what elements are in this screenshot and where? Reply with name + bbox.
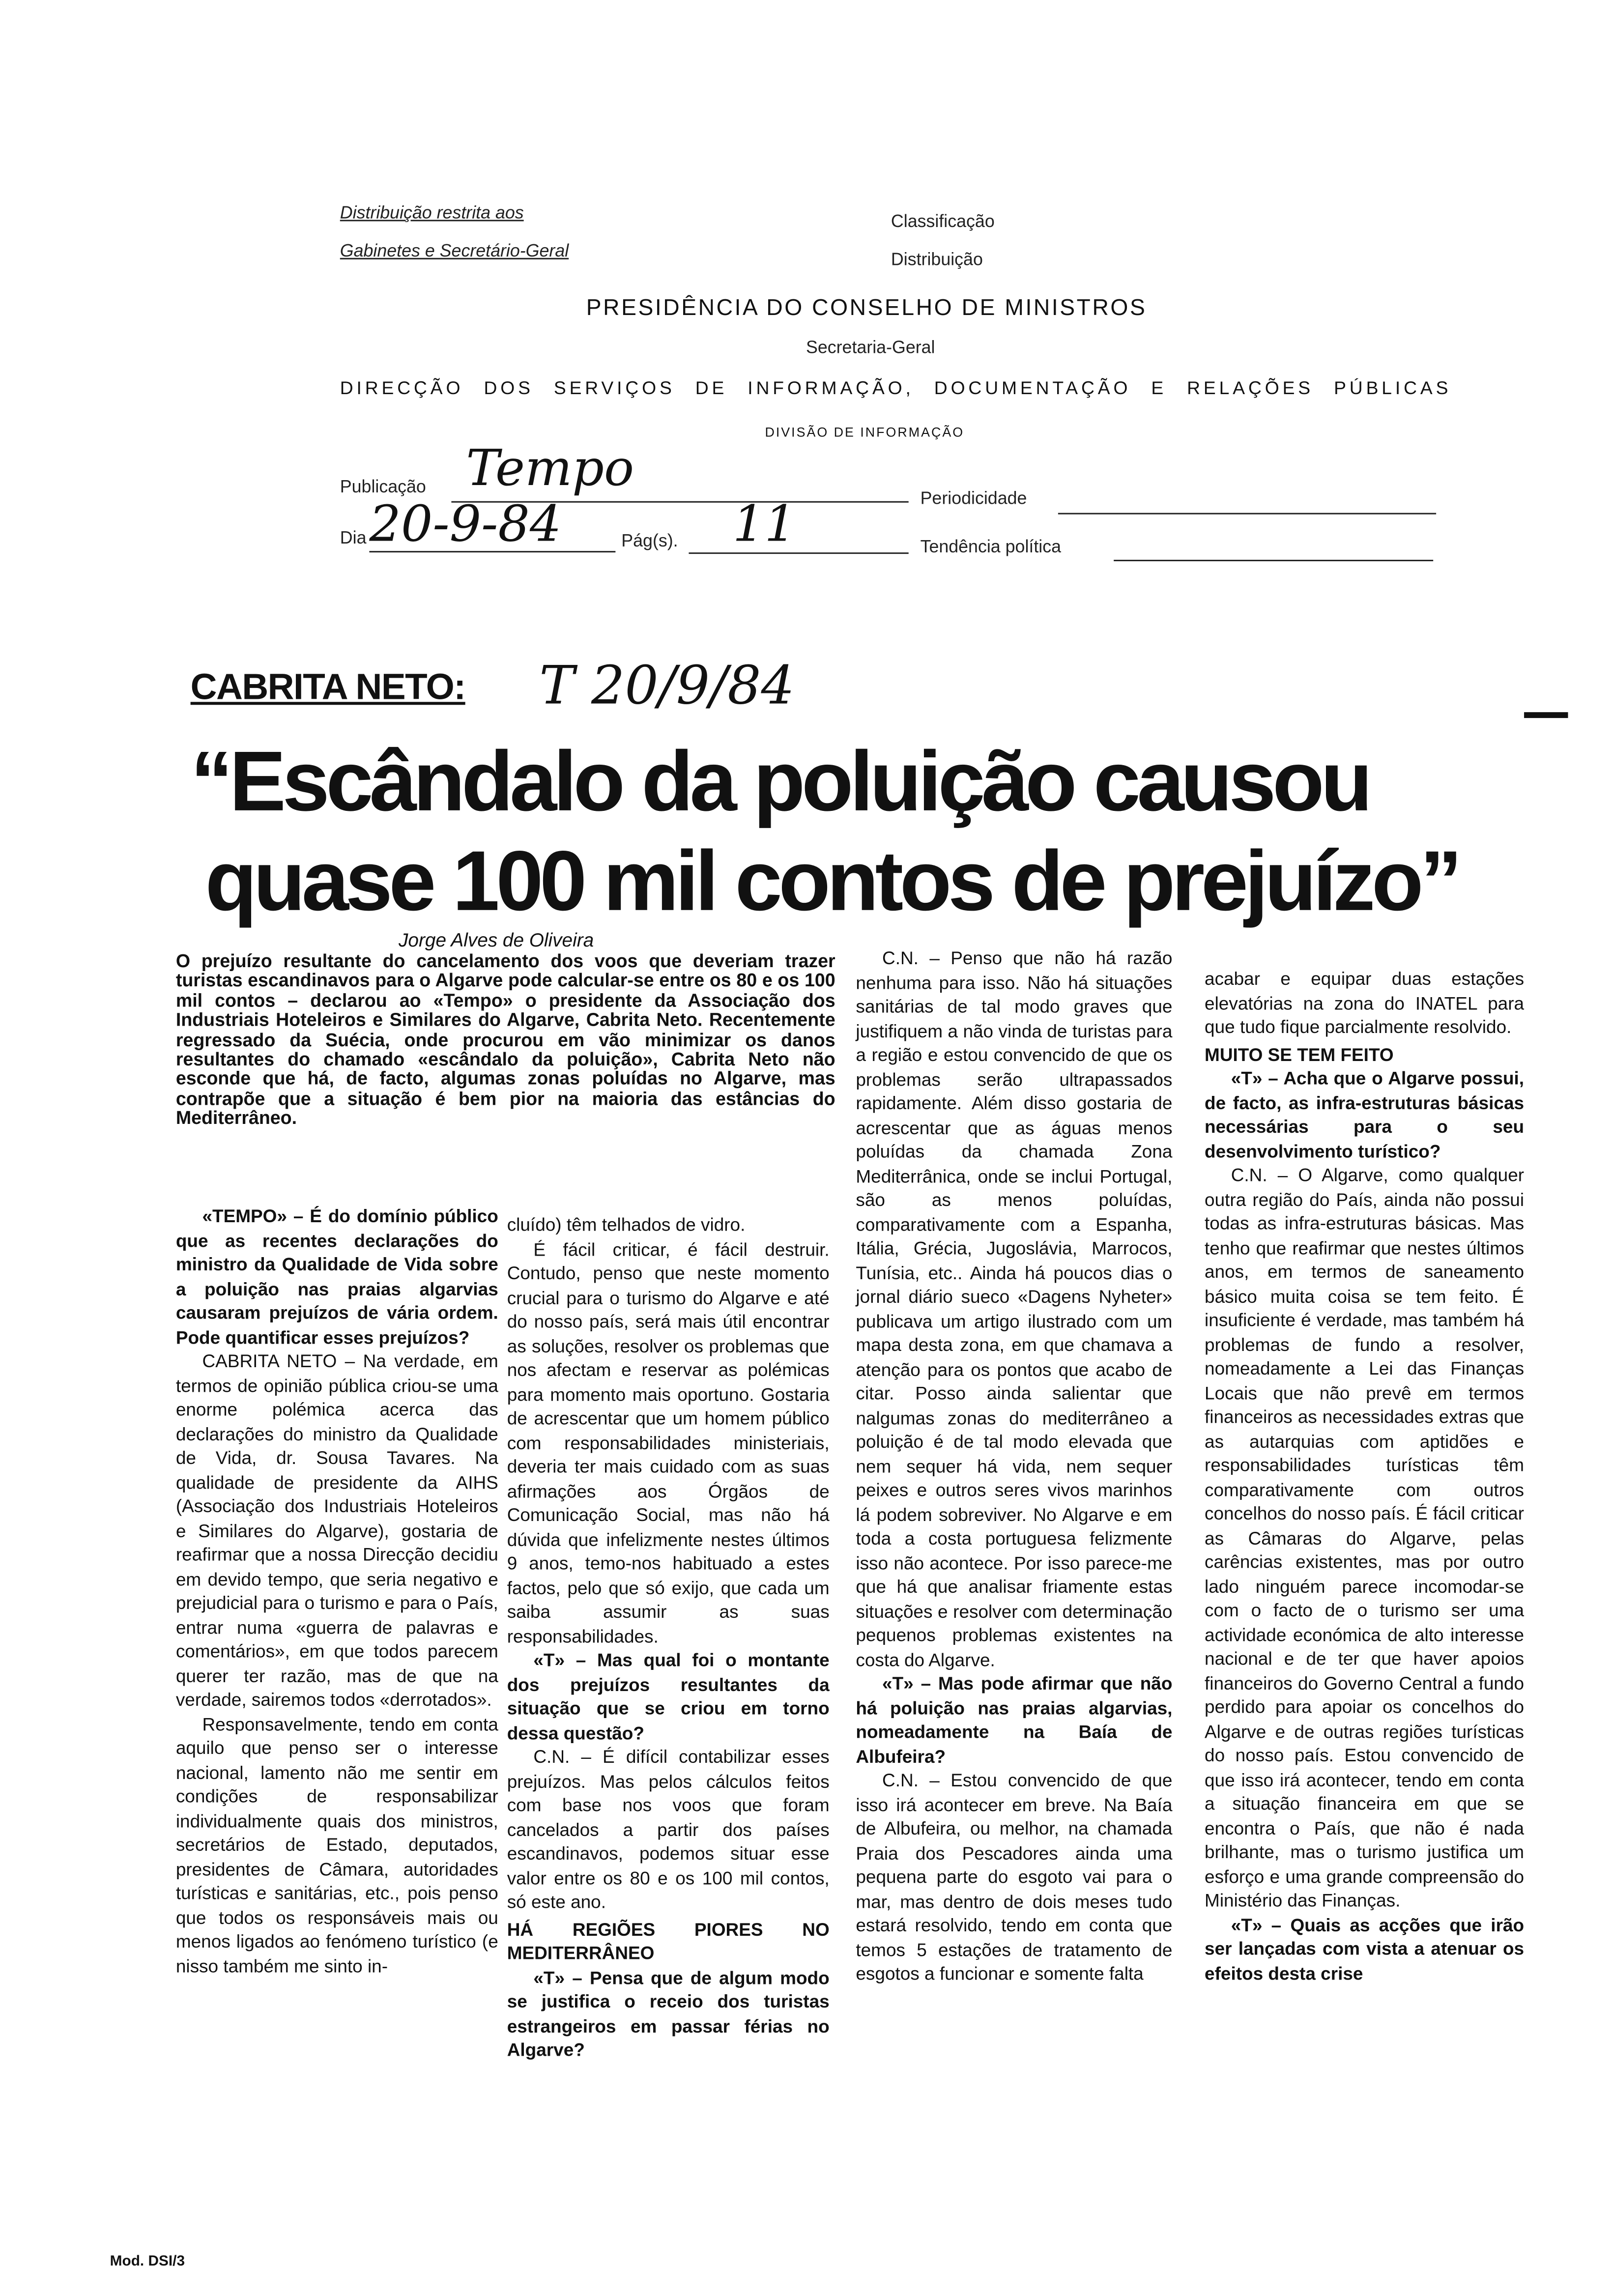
headline-line-2: quase 100 mil contos de prejuízo” [205, 833, 1459, 929]
classification-label: Classificação [891, 211, 995, 232]
headline-line-1: “Escândalo da poluição causou [190, 734, 1369, 830]
secretariat: Secretaria-Geral [806, 337, 935, 358]
publication-label: Publicação [340, 476, 426, 497]
question: «T» – Pensa que de algum modo se justifica o receio dos turistas estrangeiros em passar férias no Algarve? [507, 1967, 830, 2061]
answer: C.N. – Estou convencido de que isso irá acontecer em breve. Na Baía de Albufeira, ou melhor, na chamada Praia dos Pescadores ainda uma pequena parte do esgoto vai para o mar, mas dentro de dois meses tudo estará resolvido, tendo em conta que temos 5 estações de tratamento de esgotos a funcionar e somente falta [856, 1770, 1173, 1984]
question: «T» – Quais as acções que irão ser lançadas com vista a atenuar os efeitos desta crise [1205, 1914, 1525, 1983]
division: DIVISÃO DE INFORMAÇÃO [765, 425, 965, 440]
pages-label: Pág(s). [621, 530, 678, 551]
day-value: 20-9-84 [369, 495, 562, 554]
form-footer: Mod. DSI/3 [110, 2254, 185, 2270]
answer: acabar e equipar duas estações elevatórias na zona do INATEL para que tudo fique parcialmente resolvido. [1205, 968, 1525, 1038]
handwritten-note: T 20/9/84 [539, 656, 795, 717]
day-label: Dia [340, 527, 367, 548]
column-3 [856, 947, 1172, 1986]
lead-paragraph: O prejuízo resultante do cancelamento dos voos que deveriam trazer turistas escandinavos para o Algarve pode calcular-se entre os 80 e os 100 mil contos – declarou ao «Tempo» o presidente da Associação dos Industriais Hoteleiros e Similares do Algarve, Cabrita Neto. Recentemente regressado da Suécia, onde procurou em vão minimizar os danos resultantes do chamado «escândalo da poluição», Cabrita Neto não esconde que há, de facto, algumas zonas poluídas no Algarve, mas contrapõe que a situação é bem pior na maioria das estâncias do Mediterrâneo. [175, 951, 835, 1129]
office-title: PRESIDÊNCIA DO CONSELHO DE MINISTROS [586, 296, 1147, 321]
distribution-note-1: Distribuição restrita aos [340, 202, 524, 223]
answer: CABRITA NETO – Na verdade, em termos de opinião pública criou-se uma enorme polémica acerca das declarações do ministro da Qualidade de Vida, dr. Sousa Tavares. Na qualidade de presidente da AIHS (Associação dos Industriais Hoteleiros e Similares do Algarve), gostaria de reafirmar que a nossa Direcção decidiu em devido tempo, que seria negativo e prejudicial para o turismo e para o País, entrar numa «guerra de palavras e comentários», em que todos parecem querer ter razão, mas de que na verdade, sairemos todos «derrotados». [175, 1351, 498, 1710]
byline: Jorge Alves de Oliveira [399, 929, 594, 951]
question: «T» – Mas pode afirmar que não há poluição nas praias algarvias, nomeadamente na Baía de Albufeira? [856, 1673, 1173, 1767]
political-label: Tendência política [920, 536, 1062, 557]
subheading: MUITO SE TEM FEITO [1205, 1044, 1394, 1065]
column-2 [507, 1213, 830, 2063]
column-4 [1205, 967, 1524, 1985]
pages-value: 11 [732, 495, 796, 554]
answer: C.N. – O Algarve, como qualquer outra região do País, ainda não possui todas as infra-estruturas básicas. Mas tenho que reafirmar que nestes últimos anos, em termos de saneamento básico muita coisa se tem feito. É insuficiente é verdade, mas também há problemas de fundo a resolver, nomeadamente a Lei das Finanças Locais que não prevê em termos financeiros as necessidades extras que as autarquias com aptidões e responsabilidades turísticas têm comparativamente com outros concelhos do nosso país. É fácil criticar as Câmaras do Algarve, pelas carências existentes, mas por outro lado ninguém parece incomodar-se com o facto de o turismo ser uma actividade económica de alto interesse nacional e de ter que haver apoios financeiros do Governo Central a fundo perdido para apoiar os concelhos do Algarve e de outras regiões turísticas do nosso país. Estou convencido de que isso irá acontecer, tendo em conta a situação financeira em que se encontra o País, que não é nada brilhante, mas o turismo justifica um esforço e uma grande compreensão do Ministério das Finanças. [1205, 1165, 1525, 1911]
answer: C.N. – É difícil contabilizar esses prejuízos. Mas pelos cálculos feitos com base nos voos que foram cancelados a partir dos países escandinavos, podemos situar esse valor entre os 80 e os 100 mil contos, só este ano. [507, 1747, 830, 1913]
answer: É fácil criticar, é fácil destruir. Contudo, penso que neste momento crucial para o turismo do Algarve e até do nosso país, será mais útil encontrar as soluções, resolver os problemas que nos afectam e reservar as polémicas para momento mais oportuno. Gostaria de acrescentar que um homem público com responsabilidades ministeriais, deveria ter mais cuidado com as suas afirmações aos Órgãos de Comunicação Social, mas não há dúvida que infelizmente nestes últimos 9 anos, temo-nos habituado a estes factos, pelo que só exijo, que cada um saiba assumir as suas responsabilidades. [507, 1239, 830, 1647]
question: «T» – Acha que o Algarve possui, de facto, as infra-estruturas básicas necessárias para o seu desenvolvimento turístico? [1205, 1068, 1525, 1162]
answer: cluído) têm telhados de vidro. [507, 1214, 746, 1235]
answer: C.N. – Penso que não há razão nenhuma para isso. Não há situações sanitárias de tal modo graves que justifiquem a não vinda de turistas para a região e estou convencido de que os problemas serão ultrapassados rapidamente. Além disso gostaria de acrescentar que as águas menos poluídas da chamada Zona Mediterrânica, onde se inclui Portugal, são as menos poluídas, comparativamente com a Espanha, Itália, Grécia, Jugoslávia, Marrocos, Tunísia, etc.. Ainda há poucos dias o jornal diário sueco «Dagens Nyheter» publicava um artigo ilustrado com um mapa desta zona, em que chamava a atenção para os pontos que acabo de citar. Posso ainda salientar que nalgumas zonas do mediterrâneo a poluição é de tal modo elevada que nem sequer há vida, nem sequer peixes e outros seres vivos marinhos lá podem sobreviver. No Algarve e em toda a costa portuguesa felizmente isso não acontece. Por isso parece-me que há que analisar friamente estas situações e resolver com determinação pequenos problemas existentes na costa do Algarve. [856, 948, 1173, 1670]
answer: Responsavelmente, tendo em conta aquilo que penso ser o interesse nacional, lamento não me sentir em condições de responsabilizar individualmente quais dos ministros, secretários de Estado, deputados, presidentes de Câmara, autoridades turísticas e sanitárias, etc., pois penso que todos os responsáveis mais ou menos ligados ao fenómeno turístico (e nisso também me sinto in- [175, 1714, 498, 1976]
question: «TEMPO» – É do domínio público que as recentes declarações do ministro da Qualidade de Vida sobre a poluição nas praias algarvias causaram prejuízos de vária ordem. Pode quantificar esses prejuízos? [175, 1206, 498, 1348]
directorate: DIRECÇÃO DOS SERVIÇOS DE INFORMAÇÃO, DOCUMENTAÇÃO E RELAÇÕES PÚBLICAS [340, 378, 1452, 399]
subheading: HÁ REGIÕES PIORES NO MEDITERRÂNEO [507, 1919, 830, 1964]
publication-value: Tempo [466, 439, 634, 498]
periodicity-label: Periodicidade [920, 488, 1027, 509]
question: «T» – Mas qual foi o montante dos prejuízos resultantes da situação que se criou em torno dessa questão? [507, 1650, 830, 1743]
scan-mark [1524, 712, 1568, 718]
distribution-note-2: Gabinetes e Secretário-Geral [340, 240, 569, 261]
column-1 [176, 1205, 498, 1978]
kicker: CABRITA NETO: [190, 666, 465, 708]
distribution-label: Distribuição [891, 249, 983, 270]
